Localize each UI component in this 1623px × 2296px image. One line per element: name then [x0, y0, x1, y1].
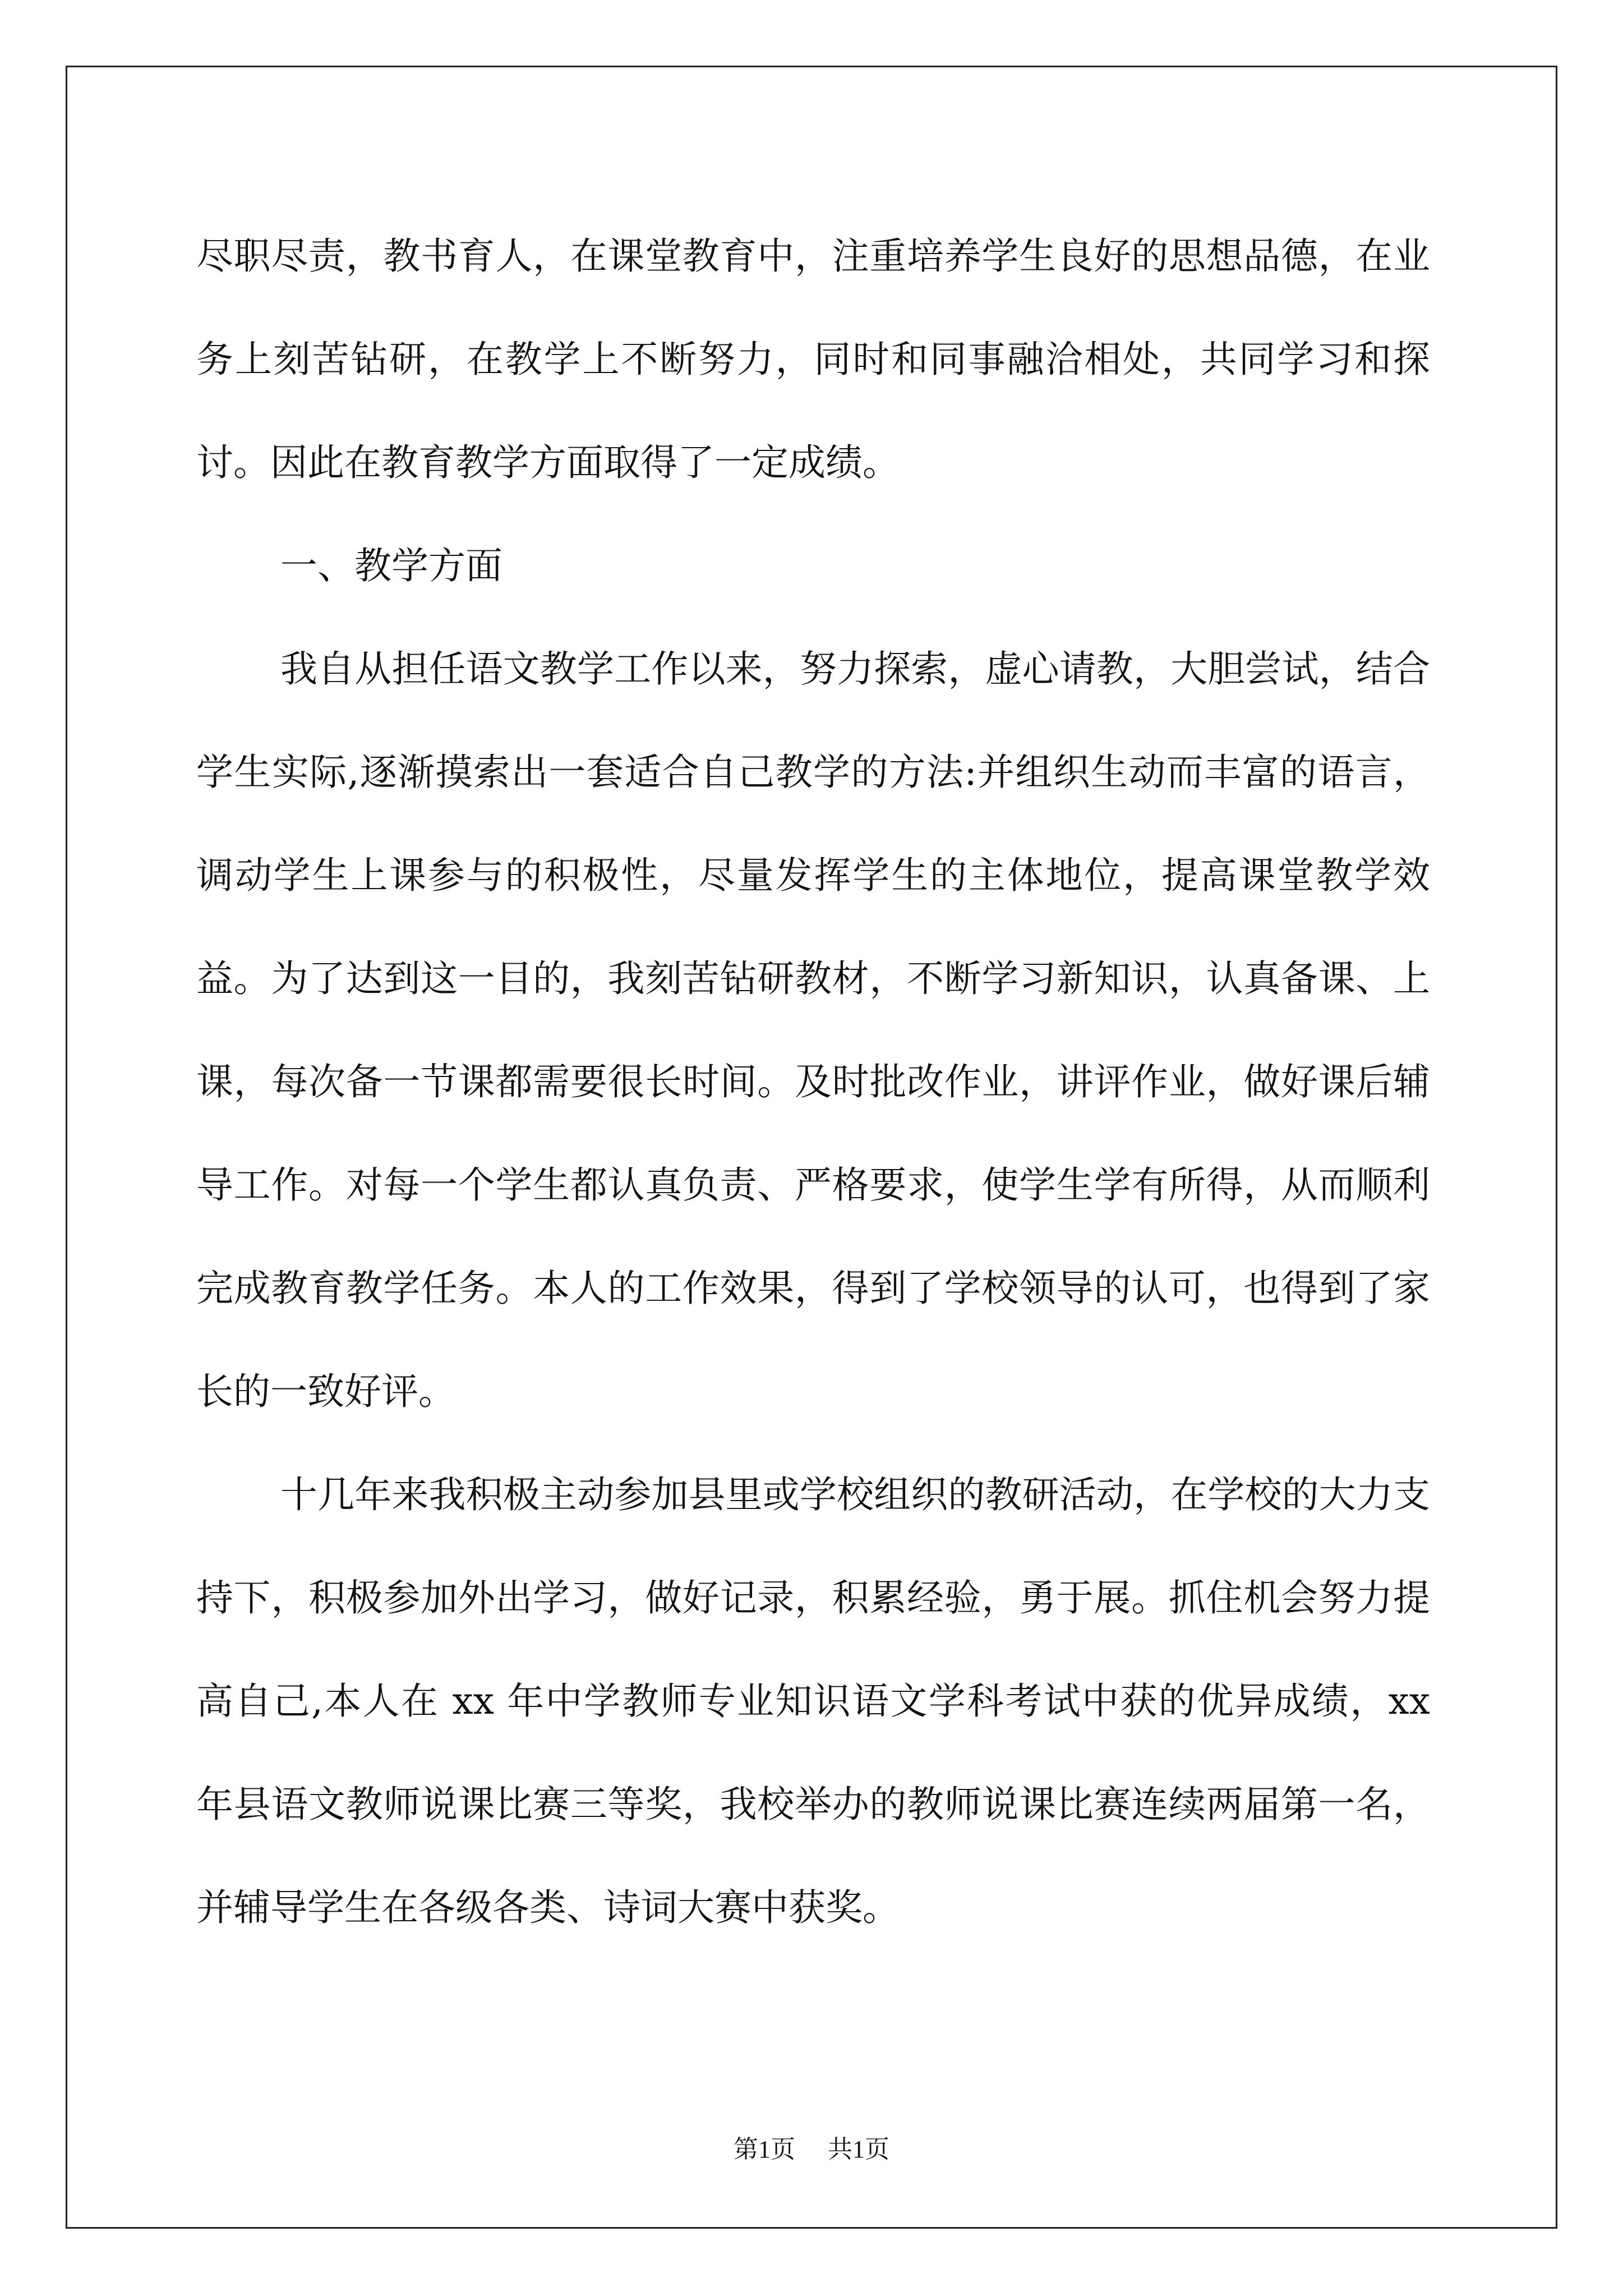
document-body: [196, 205, 1430, 1959]
paragraph-intro: 尽职尽责，教书育人，在课堂教育中，注重培养学生良好的思想品德，在业务上刻苦钻研，在教学上不断努力，同时和同事融洽相处，共同学习和探讨。因此在教育教学方面取得了一定成绩。: [196, 234, 1430, 484]
page-number: 第1页: [734, 2136, 795, 2163]
page-total: 共1页: [828, 2136, 889, 2163]
page-footer: [0, 2129, 1623, 2165]
paragraph-research: 十几年来我积极主动参加县里或学校组织的教研活动，在学校的大力支持下，积极参加外出学习，做好记录，积累经验，勇于展。抓住机会努力提高自己,本人在 xx 年中学教师专业知识语文学科考试中获的优异成绩，xx 年县语文教师说课比赛三等奖，我校举办的教师说课比赛连续两届第一名，并辅导学生在各级各类、诗词大赛中获奖。: [196, 1473, 1430, 1929]
section-heading: 一、教学方面: [280, 544, 502, 587]
paragraph-teaching: 我自从担任语文教学工作以来，努力探索，虚心请教，大胆尝试，结合学生实际,逐渐摸索出一套适合自己教学的方法:并组织生动而丰富的语言，调动学生上课参与的积极性，尽量发挥学生的主体地位，提高课堂教学效益。为了达到这一目的，我刻苦钻研教材，不断学习新知识，认真备课、上课，每次备一节课都需要很长时间。及时批改作业，讲评作业，做好课后辅导工作。对每一个学生都认真负责、严格要求，使学生学有所得，从而顺利完成教育教学任务。本人的工作效果，得到了学校领导的认可，也得到了家长的一致好评。: [196, 647, 1430, 1413]
